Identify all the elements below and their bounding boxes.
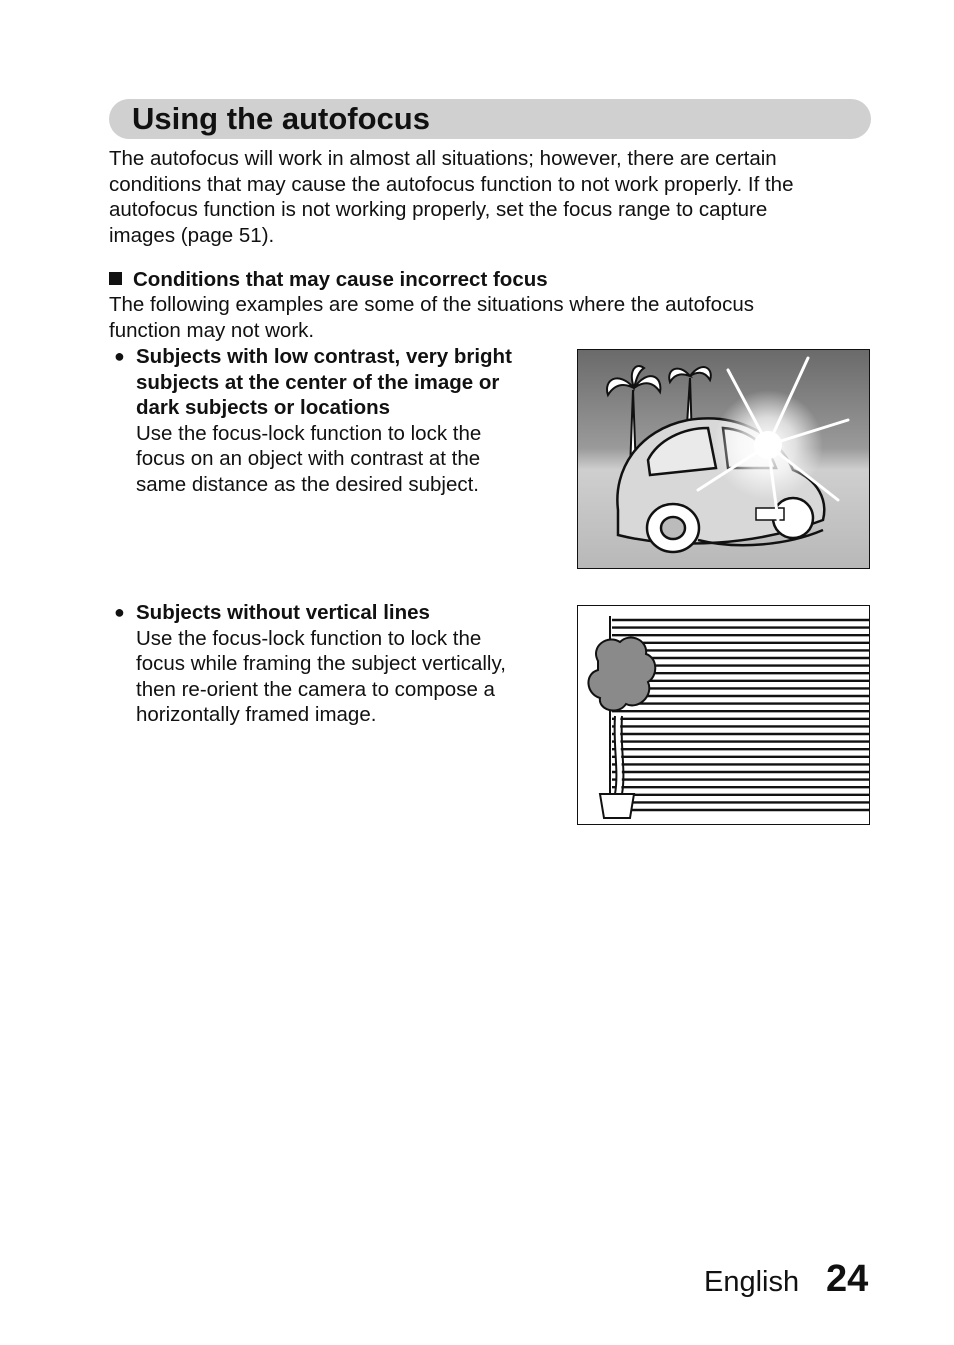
condition-title-line: subjects at the center of the image or	[136, 370, 500, 394]
page-number: 24	[826, 1258, 869, 1300]
page-title: Using the autofocus	[132, 101, 430, 136]
lead-line: function may not work.	[109, 318, 315, 342]
condition-body-line: same distance as the desired subject.	[136, 472, 479, 496]
condition-body-line: focus while framing the subject vertically,	[136, 652, 506, 676]
condition-body-line: horizontally framed image.	[136, 703, 377, 727]
conditions-lead	[109, 292, 869, 343]
condition-title-line: Subjects with low contrast, very bright	[136, 345, 512, 368]
bullet-dot-icon: ●	[114, 602, 125, 622]
square-bullet-icon	[109, 272, 122, 285]
blinds-plant-svg	[578, 606, 869, 824]
car-glare-illustration	[577, 349, 870, 569]
intro-paragraph	[109, 146, 869, 248]
bullet-dot-icon: ●	[114, 346, 125, 366]
condition-body-line: focus on an object with contrast at the	[136, 447, 481, 471]
conditions-heading	[109, 267, 869, 293]
lead-line: The following examples are some of the situations where the autofocus	[109, 293, 754, 316]
intro-line: autofocus function is not working properly, set the focus range to capture	[109, 198, 768, 222]
conditions-heading-text: Conditions that may cause incorrect focus	[133, 268, 548, 291]
car-glare-svg	[578, 350, 869, 568]
condition-title-line: dark subjects or locations	[136, 396, 391, 420]
footer-language: English	[704, 1266, 800, 1298]
condition-body-line: then re-orient the camera to compose a	[136, 677, 495, 701]
section-title-bar	[109, 99, 871, 139]
condition-body-line: Use the focus-lock function to lock the	[136, 626, 482, 650]
blinds-plant-illustration	[577, 605, 870, 825]
condition-title-line: Subjects without vertical lines	[136, 601, 430, 624]
intro-line: conditions that may cause the autofocus function to not work properly. If the	[109, 172, 794, 196]
condition-body-line: Use the focus-lock function to lock the	[136, 421, 482, 445]
intro-line: images (page 51).	[109, 223, 275, 247]
intro-line: The autofocus will work in almost all situations; however, there are certain	[109, 147, 777, 170]
